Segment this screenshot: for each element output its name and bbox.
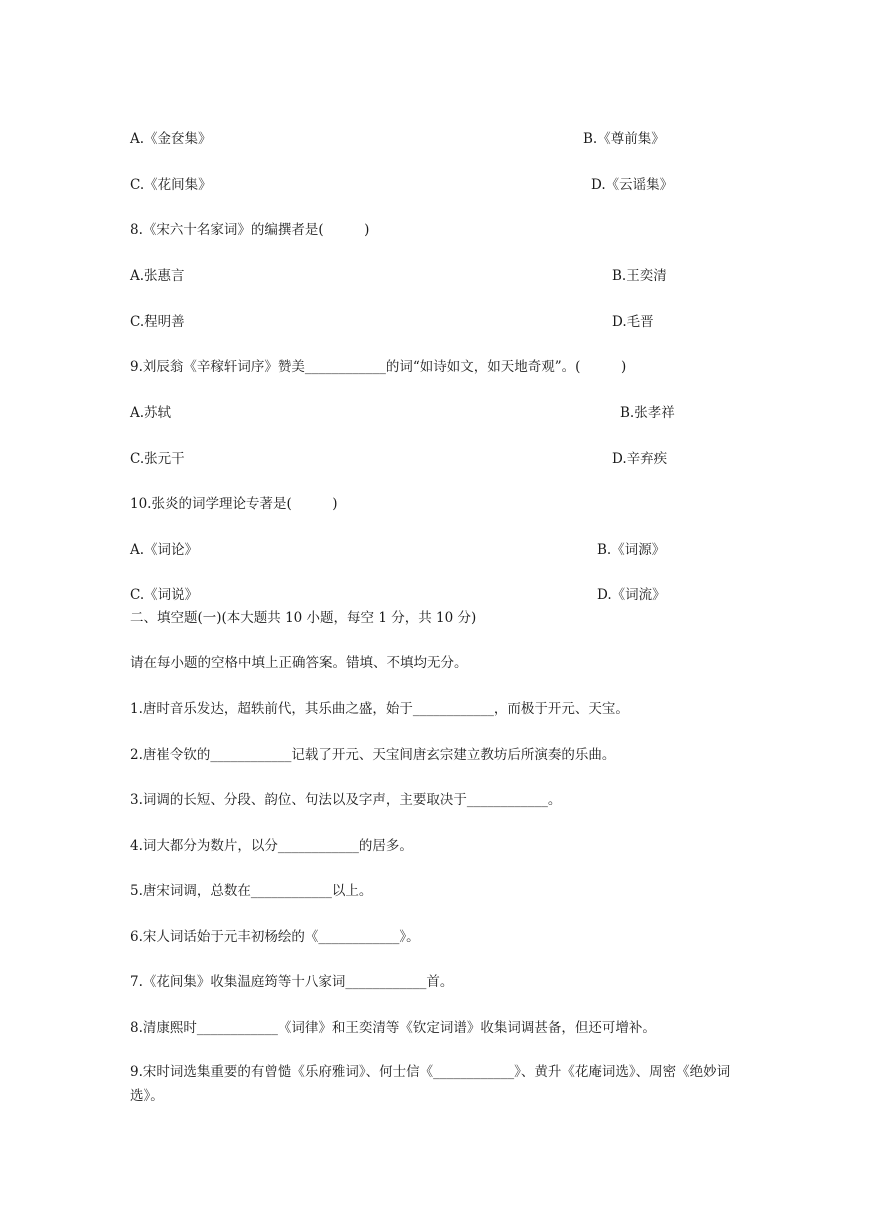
q7-option-a: A.《金奁集》 [130, 131, 212, 147]
q10-option-a: A.《词论》 [130, 542, 199, 558]
fill-question-9: 9.宋时词选集重要的有曾慥《乐府雅词》、何士信《____________》、黄升《花庵词选》、周密《绝妙词选》。 [130, 1064, 731, 1104]
q9-option-d: D.辛弃疾 [612, 451, 668, 467]
q9-option-a: A.苏轼 [130, 405, 172, 421]
q10-option-d: D.《词流》 [597, 587, 666, 603]
q7-option-c: C.《花间集》 [130, 177, 212, 193]
fill-question-2: 2.唐崔令钦的____________记载了开元、天宝间唐玄宗建立教坊后所演奏的乐曲。 [130, 747, 616, 763]
q10-option-b: B.《词源》 [597, 542, 666, 558]
fill-question-4: 4.词大都分为数片，以分____________的居多。 [130, 838, 413, 854]
fill-question-8: 8.清康熙时____________《词律》和王奕清等《钦定词谱》收集词调甚备，但还可增补。 [130, 1020, 656, 1036]
fill-question-3: 3.词调的长短、分段、韵位、句法以及字声，主要取决于____________。 [130, 792, 562, 808]
section-instructions: 请在每小题的空格中填上正确答案。错填、不填均无分。 [130, 655, 468, 671]
fill-question-5: 5.唐宋词调，总数在____________以上。 [130, 883, 373, 899]
q8-option-a: A.张惠言 [130, 268, 185, 284]
q7-option-d: D.《云谣集》 [591, 177, 674, 193]
q8-option-b: B.王奕清 [612, 268, 667, 284]
fill-question-6: 6.宋人词话始于元丰初杨绘的《____________》。 [130, 929, 420, 945]
q7-option-b: B.《尊前集》 [583, 131, 665, 147]
question-8: 8.《宋六十名家词》的编撰者是( ) [130, 222, 370, 238]
question-9: 9.刘辰翁《辛稼轩词序》赞美____________的词“如诗如文，如天地奇观”。( ) [130, 359, 627, 375]
q10-option-c: C.《词说》 [130, 587, 199, 603]
section-heading: 二、填空题(一)(本大题共 10 小题，每空 1 分，共 10 分) [130, 610, 477, 626]
fill-question-7: 7.《花间集》收集温庭筠等十八家词____________首。 [130, 974, 454, 990]
q8-option-d: D.毛晋 [612, 314, 654, 330]
question-10: 10.张炎的词学理论专著是( ) [130, 496, 338, 512]
fill-question-1: 1.唐时音乐发达，超轶前代，其乐曲之盛，始于____________，而极于开元、天宝。 [130, 701, 629, 717]
q9-option-c: C.张元干 [130, 451, 185, 467]
q9-option-b: B.张孝祥 [620, 405, 675, 421]
q8-option-c: C.程明善 [130, 314, 185, 330]
